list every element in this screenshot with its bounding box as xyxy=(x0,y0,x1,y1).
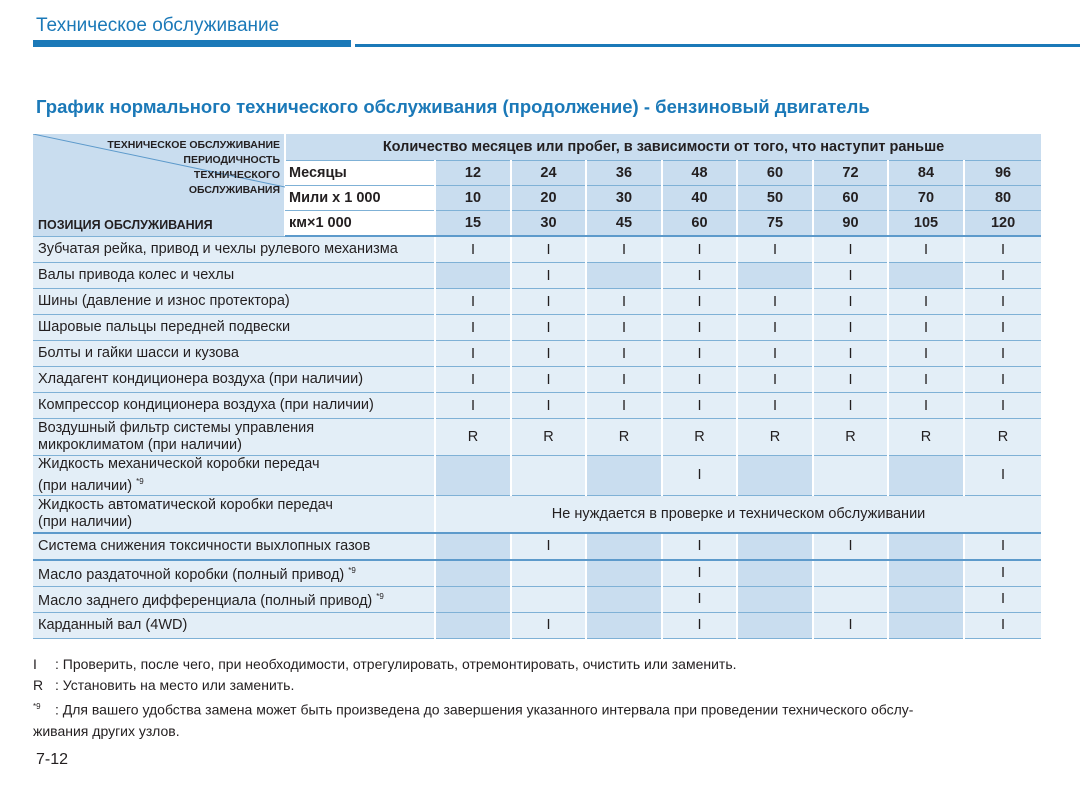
schedule-cell xyxy=(586,612,662,638)
schedule-cell xyxy=(511,586,586,612)
schedule-cell: I xyxy=(888,315,964,341)
maintenance-item-line xyxy=(38,497,434,514)
schedule-cell: I xyxy=(737,289,813,315)
schedule-cell: I xyxy=(662,289,737,315)
schedule-cell: I xyxy=(888,289,964,315)
maintenance-item xyxy=(33,236,435,263)
schedule-cell: I xyxy=(662,393,737,419)
merged-note-cell: Не нуждается в проверке и техническом обслуживании xyxy=(435,495,1041,533)
maintenance-item-text: Валы привода колес и чехлы xyxy=(38,267,235,283)
schedule-cell: I xyxy=(964,393,1041,419)
footnote-mark: *9 xyxy=(136,477,144,486)
schedule-cell xyxy=(586,456,662,496)
interval-value: 12 xyxy=(435,161,511,186)
schedule-cell xyxy=(586,560,662,587)
interval-value: 15 xyxy=(435,211,511,237)
maintenance-item xyxy=(33,612,435,638)
legend-symbol: I xyxy=(33,656,37,672)
maintenance-item-text: Шаровые пальцы передней подвески xyxy=(38,319,291,335)
schedule-cell: I xyxy=(662,263,737,289)
schedule-cell: I xyxy=(813,533,888,560)
schedule-cell: I xyxy=(662,315,737,341)
interval-value: 20 xyxy=(511,186,586,211)
maintenance-item-text: Масло раздаточной коробки (полный привод) xyxy=(38,567,345,584)
schedule-cell: R xyxy=(586,419,662,456)
footnote-mark: *9 xyxy=(376,592,384,602)
schedule-cell: I xyxy=(964,263,1041,289)
maintenance-item-text: Шины (давление и износ протектора) xyxy=(38,293,290,309)
schedule-cell: I xyxy=(888,393,964,419)
schedule-cell: I xyxy=(586,236,662,263)
schedule-cell: I xyxy=(662,533,737,560)
schedule-cell xyxy=(435,263,511,289)
interval-value: 75 xyxy=(737,211,813,237)
interval-value: 60 xyxy=(813,186,888,211)
legend-note xyxy=(33,696,913,721)
maintenance-item-text: Зубчатая рейка, привод и чехлы рулевого механизма xyxy=(38,241,398,257)
schedule-cell xyxy=(888,586,964,612)
schedule-cell: I xyxy=(435,289,511,315)
maintenance-item xyxy=(33,315,435,341)
header-row xyxy=(33,134,1041,161)
legend-text-continuation: живания других узлов. xyxy=(33,722,180,739)
table-row xyxy=(33,236,1041,263)
legend-symbol-text: *9 xyxy=(33,702,41,711)
table-row xyxy=(33,289,1041,315)
interval-value: 40 xyxy=(662,186,737,211)
schedule-cell: R xyxy=(511,419,586,456)
schedule-cell: I xyxy=(586,393,662,419)
legend-note xyxy=(33,654,913,675)
interval-value: 30 xyxy=(511,211,586,237)
interval-value: 24 xyxy=(511,161,586,186)
schedule-cell xyxy=(511,456,586,496)
schedule-cell: I xyxy=(888,236,964,263)
maintenance-item xyxy=(33,263,435,289)
schedule-cell: I xyxy=(888,341,964,367)
interval-value: 50 xyxy=(737,186,813,211)
schedule-cell xyxy=(813,456,888,496)
schedule-cell xyxy=(737,263,813,289)
schedule-cell: I xyxy=(964,341,1041,367)
maintenance-item xyxy=(33,495,435,533)
schedule-cell: I xyxy=(813,612,888,638)
interval-label: Мили x 1 000 xyxy=(285,186,435,211)
schedule-cell xyxy=(586,533,662,560)
table-row xyxy=(33,560,1041,587)
table-row xyxy=(33,495,1041,533)
schedule-cell: I xyxy=(964,612,1041,638)
schedule-cell: I xyxy=(511,367,586,393)
interval-value: 84 xyxy=(888,161,964,186)
schedule-cell: I xyxy=(586,289,662,315)
maintenance-item-text: (при наличии) xyxy=(38,513,133,530)
schedule-cell: I xyxy=(511,315,586,341)
schedule-cell: I xyxy=(888,367,964,393)
table-row xyxy=(33,393,1041,419)
maintenance-item xyxy=(33,533,435,560)
interval-value: 90 xyxy=(813,211,888,237)
schedule-cell: I xyxy=(511,393,586,419)
interval-value: 30 xyxy=(586,186,662,211)
schedule-cell: I xyxy=(813,263,888,289)
schedule-cell: R xyxy=(888,419,964,456)
interval-value: 10 xyxy=(435,186,511,211)
maintenance-item xyxy=(33,586,435,612)
table-row xyxy=(33,612,1041,638)
schedule-cell: I xyxy=(662,341,737,367)
maintenance-item-text: Жидкость механической коробки передач xyxy=(38,456,320,472)
schedule-cell xyxy=(586,263,662,289)
schedule-cell xyxy=(435,586,511,612)
schedule-cell: I xyxy=(737,341,813,367)
schedule-cell xyxy=(888,560,964,587)
interval-value: 105 xyxy=(888,211,964,237)
legend-symbol xyxy=(33,696,55,721)
schedule-cell xyxy=(435,612,511,638)
schedule-cell xyxy=(435,560,511,587)
maintenance-item-text: Жидкость автоматической коробки передач xyxy=(38,496,333,513)
schedule-cell: I xyxy=(586,341,662,367)
schedule-cell: I xyxy=(737,236,813,263)
schedule-cell: I xyxy=(813,341,888,367)
chapter-bar xyxy=(33,40,351,47)
schedule-cell xyxy=(737,586,813,612)
interval-label: Месяцы xyxy=(285,161,435,186)
maintenance-item xyxy=(33,289,435,315)
schedule-cell xyxy=(813,586,888,612)
table-row xyxy=(33,456,1041,496)
schedule-cell: I xyxy=(964,367,1041,393)
schedule-cell xyxy=(737,560,813,587)
footnote-mark: *9 xyxy=(348,566,356,576)
maintenance-item-text: Карданный вал (4WD) xyxy=(38,616,188,633)
schedule-cell: I xyxy=(511,263,586,289)
schedule-cell: I xyxy=(964,586,1041,612)
schedule-cell: I xyxy=(964,560,1041,587)
schedule-cell: I xyxy=(511,612,586,638)
schedule-cell: I xyxy=(737,393,813,419)
schedule-cell: I xyxy=(662,560,737,587)
interval-value: 72 xyxy=(813,161,888,186)
schedule-cell: I xyxy=(511,341,586,367)
schedule-cell: I xyxy=(511,236,586,263)
legend-text: : Установить на место или заменить. xyxy=(55,677,295,693)
interval-value: 45 xyxy=(586,211,662,237)
table-row xyxy=(33,586,1041,612)
schedule-cell xyxy=(737,533,813,560)
interval-value: 120 xyxy=(964,211,1041,237)
maintenance-schedule-table xyxy=(33,134,1041,639)
maintenance-item-line xyxy=(38,473,434,495)
chapter-rule xyxy=(355,44,1080,47)
interval-value: 36 xyxy=(586,161,662,186)
schedule-cell: I xyxy=(662,456,737,496)
schedule-cell: I xyxy=(662,586,737,612)
maintenance-item-line xyxy=(38,420,434,437)
maintenance-item xyxy=(33,393,435,419)
schedule-cell: I xyxy=(435,341,511,367)
schedule-cell: R xyxy=(435,419,511,456)
schedule-cell: R xyxy=(737,419,813,456)
schedule-cell xyxy=(888,533,964,560)
schedule-cell: I xyxy=(813,315,888,341)
schedule-cell: I xyxy=(964,289,1041,315)
schedule-cell: I xyxy=(662,612,737,638)
maintenance-item-text: Система снижения токсичности выхлопных газов xyxy=(38,537,371,554)
schedule-cell: I xyxy=(813,393,888,419)
schedule-cell: R xyxy=(964,419,1041,456)
interval-value: 96 xyxy=(964,161,1041,186)
schedule-cell: I xyxy=(511,533,586,560)
schedule-cell: I xyxy=(813,289,888,315)
legend-text: : Проверить, после чего, при необходимости, отрегулировать, отремонтировать, очистить или заменить. xyxy=(55,656,737,672)
schedule-cell: I xyxy=(964,236,1041,263)
schedule-cell: I xyxy=(813,367,888,393)
schedule-cell: I xyxy=(813,236,888,263)
maintenance-item-text: Болты и гайки шасси и кузова xyxy=(38,345,239,361)
maintenance-item-text: (при наличии) xyxy=(38,477,133,494)
maintenance-item-text: Воздушный фильтр системы управления xyxy=(38,420,315,436)
maintenance-item xyxy=(33,560,435,587)
page-number: 7-12 xyxy=(36,751,69,768)
maintenance-item-text: Масло заднего дифференциала (полный привод) xyxy=(38,593,373,610)
schedule-cell xyxy=(435,533,511,560)
interval-value: 60 xyxy=(737,161,813,186)
schedule-cell: I xyxy=(586,367,662,393)
chapter-title: Техническое обслуживание xyxy=(36,15,280,36)
table-row xyxy=(33,533,1041,560)
schedule-cell xyxy=(586,586,662,612)
schedule-cell: I xyxy=(662,367,737,393)
maintenance-item-text: Компрессор кондиционера воздуха (при наличии) xyxy=(38,397,374,413)
schedule-cell xyxy=(888,612,964,638)
corner-top-line: ОБСЛУЖИВАНИЯ xyxy=(188,184,280,196)
table-row xyxy=(33,367,1041,393)
schedule-cell: I xyxy=(964,456,1041,496)
corner-header xyxy=(33,134,285,236)
schedule-cell: I xyxy=(435,315,511,341)
schedule-cell xyxy=(511,560,586,587)
interval-value: 60 xyxy=(662,211,737,237)
maintenance-item-line xyxy=(38,456,434,473)
schedule-cell: I xyxy=(737,367,813,393)
legend-notes xyxy=(33,654,913,742)
interval-value: 80 xyxy=(964,186,1041,211)
section-title: График нормального технического обслуживания (продолжение) - бензиновый двигатель xyxy=(36,96,870,117)
schedule-cell: I xyxy=(586,315,662,341)
interval-value: 48 xyxy=(662,161,737,186)
maintenance-item-line xyxy=(38,514,434,531)
schedule-cell: I xyxy=(737,315,813,341)
maintenance-item-line xyxy=(38,437,434,454)
maintenance-item xyxy=(33,419,435,456)
corner-bottom-label: ПОЗИЦИЯ ОБСЛУЖИВАНИЯ xyxy=(38,217,213,232)
schedule-cell xyxy=(888,456,964,496)
corner-top-line: ТЕХНИЧЕСКОГО xyxy=(193,169,280,181)
legend-text: : Для вашего удобства замена может быть произведена до завершения указанного интервала при проведении технического обслу- xyxy=(55,701,914,718)
schedule-cell: I xyxy=(511,289,586,315)
schedule-cell xyxy=(888,263,964,289)
schedule-cell: I xyxy=(435,236,511,263)
interval-value: 70 xyxy=(888,186,964,211)
maintenance-item-text: Хладагент кондиционера воздуха (при наличии) xyxy=(38,371,364,387)
schedule-cell: I xyxy=(435,367,511,393)
corner-top-line: ПЕРИОДИЧНОСТЬ xyxy=(183,154,280,166)
schedule-cell: I xyxy=(964,533,1041,560)
schedule-cell xyxy=(813,560,888,587)
corner-top-line: ТЕХНИЧЕСКОЕ ОБСЛУЖИВАНИЕ xyxy=(107,139,280,151)
interval-header: Количество месяцев или пробег, в зависимости от того, что наступит раньше xyxy=(285,134,1041,161)
schedule-cell: R xyxy=(662,419,737,456)
table-row xyxy=(33,341,1041,367)
schedule-cell xyxy=(435,456,511,496)
maintenance-item xyxy=(33,341,435,367)
schedule-cell: I xyxy=(964,315,1041,341)
schedule-cell: I xyxy=(435,393,511,419)
maintenance-item-text: микроклиматом (при наличии) xyxy=(38,437,242,453)
schedule-cell: I xyxy=(662,236,737,263)
corner-top-label xyxy=(107,138,280,198)
legend-symbol: R xyxy=(33,677,44,693)
schedule-cell xyxy=(737,456,813,496)
schedule-cell: R xyxy=(813,419,888,456)
schedule-cell xyxy=(737,612,813,638)
interval-label: км×1 000 xyxy=(285,211,435,237)
maintenance-item xyxy=(33,456,435,496)
table-row xyxy=(33,419,1041,456)
maintenance-item xyxy=(33,367,435,393)
table-row xyxy=(33,263,1041,289)
legend-note xyxy=(33,675,913,696)
table-row xyxy=(33,315,1041,341)
